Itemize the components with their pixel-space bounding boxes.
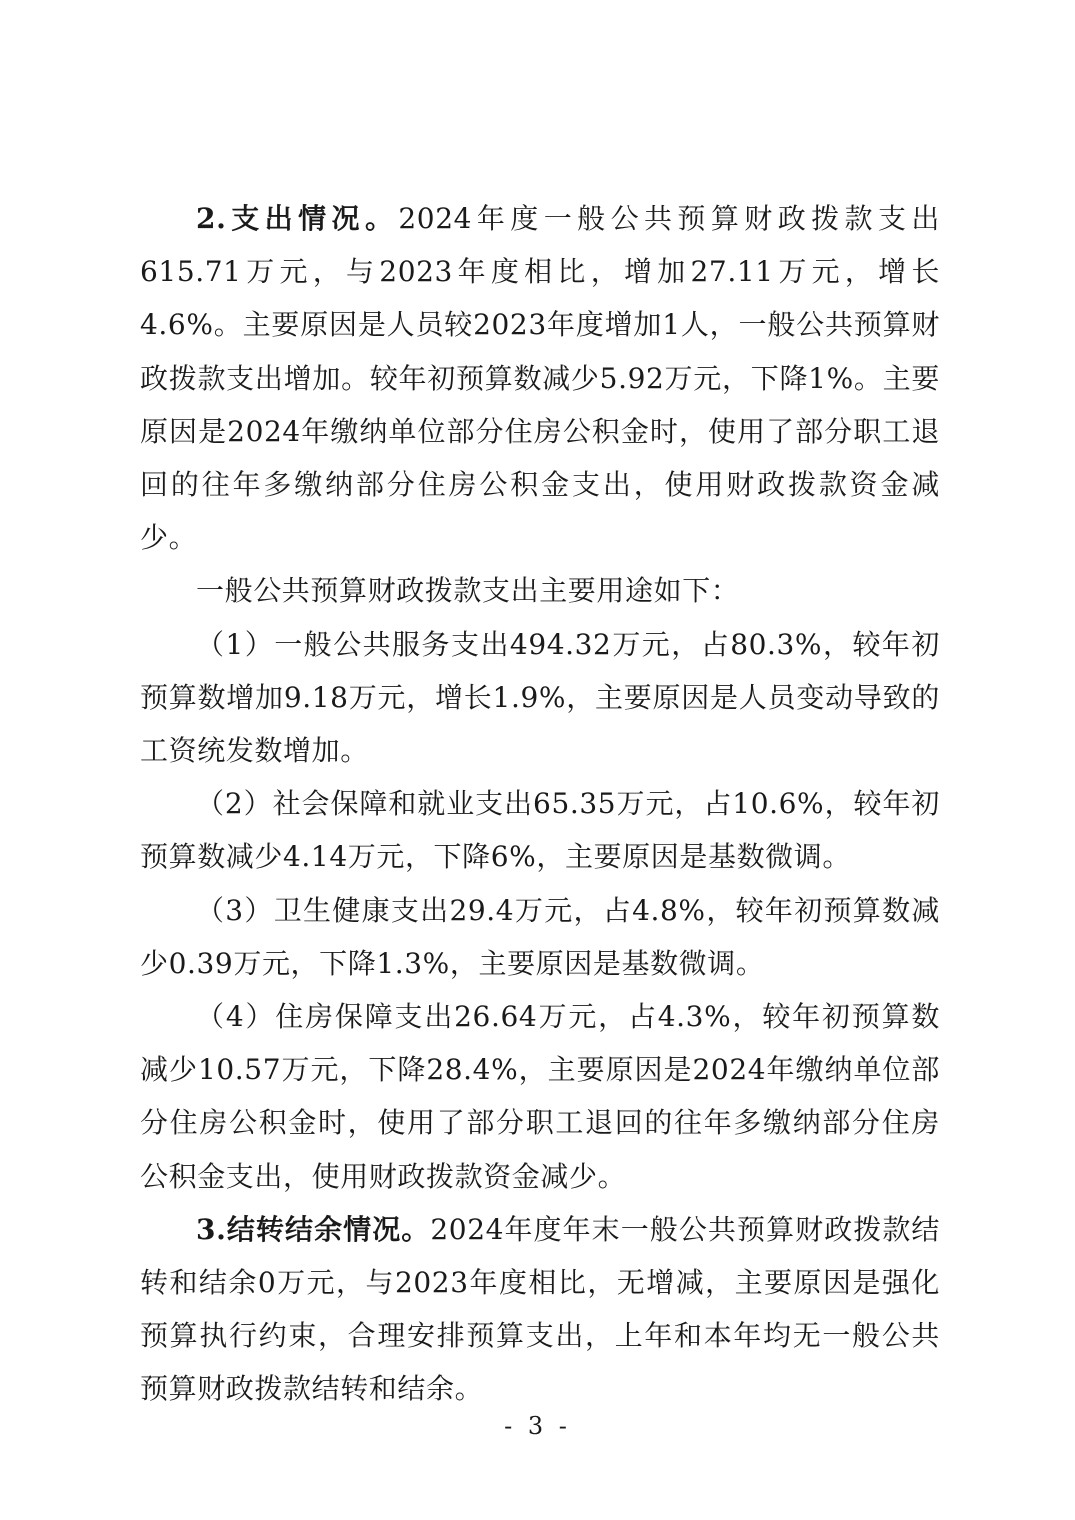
section-2-expenditure xyxy=(140,192,940,564)
uses-intro: 一般公共预算财政拨款支出主要用途如下： xyxy=(196,574,740,608)
item-housing-security: （4）住房保障支出26.64万元，占4.3%，较年初预算数减少10.57万元，下降28.4%，主要原因是2024年缴纳单位部分住房公积金时，使用了部分职工退回的往年多缴纳部分住房公积金支出，使用财政拨款资金减少。 xyxy=(140,1000,940,1193)
page-number: - 3 - xyxy=(504,1412,571,1440)
section-2-text: 2024年度一般公共预算财政拨款支出615.71万元，与2023年度相比，增加27.11万元，增长4.6%。主要原因是人员较2023年度增加1人，一般公共预算财政拨款支出增加。较年初预算数减少5.92万元，下降1%。主要原因是2024年缴纳单位部分住房公积金时，使用了部分职工退回的往年多缴纳部分住房公积金支出，使用财政拨款资金减少。 xyxy=(140,202,940,555)
item-social-security: （2）社会保障和就业支出65.35万元，占10.6%，较年初预算数减少4.14万元，下降6%，主要原因是基数微调。 xyxy=(140,787,940,874)
section-2-heading: 2.支出情况。 xyxy=(196,202,399,235)
item-health: （3）卫生健康支出29.4万元，占4.8%，较年初预算数减少0.39万元，下降1.3%，主要原因是基数微调。 xyxy=(140,893,940,980)
section-3-carryover xyxy=(140,1203,940,1416)
section-3-text: 2024年度年末一般公共预算财政拨款结转和结余0万元，与2023年度相比，无增减，主要原因是强化预算执行约束，合理安排预算支出，上年和本年均无一般公共预算财政拨款结转和结余。 xyxy=(140,1212,940,1406)
section-3-heading: 3.结转结余情况。 xyxy=(196,1212,431,1246)
item-general-public-services: （1）一般公共服务支出494.32万元，占80.3%，较年初预算数增加9.18万元，增长1.9%，主要原因是人员变动导致的工资统发数增加。 xyxy=(140,627,940,768)
document-body xyxy=(140,192,940,1416)
